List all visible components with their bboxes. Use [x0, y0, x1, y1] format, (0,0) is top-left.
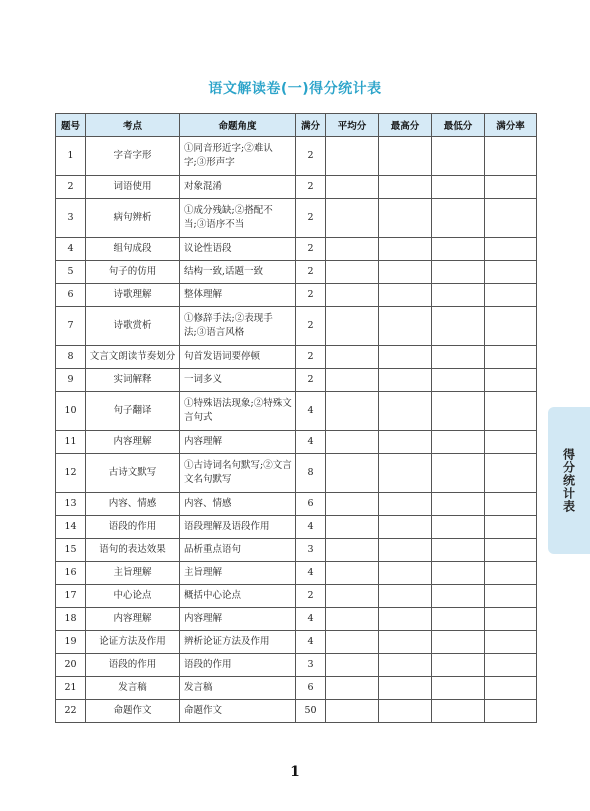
- question-no-cell: 19: [56, 631, 86, 654]
- average-score-cell: [326, 137, 379, 176]
- full-score-cell: 6: [296, 493, 326, 516]
- full-score-rate-cell: [485, 631, 537, 654]
- average-score-cell: [326, 369, 379, 392]
- question-no-cell: 14: [56, 516, 86, 539]
- table-row: [56, 585, 537, 608]
- angle-cell: 对象混淆: [180, 176, 296, 199]
- average-score-cell: [326, 176, 379, 199]
- full-score-cell: 8: [296, 454, 326, 493]
- full-score-cell: 2: [296, 199, 326, 238]
- average-score-cell: [326, 654, 379, 677]
- average-score-cell: [326, 199, 379, 238]
- min-score-cell: [432, 654, 485, 677]
- max-score-cell: [379, 431, 432, 454]
- min-score-cell: [432, 431, 485, 454]
- table-row: [56, 307, 537, 346]
- exam-point-cell: 内容、情感: [86, 493, 180, 516]
- angle-cell: 主旨理解: [180, 562, 296, 585]
- angle-cell: 一词多义: [180, 369, 296, 392]
- min-score-cell: [432, 137, 485, 176]
- min-score-cell: [432, 562, 485, 585]
- page-number: 1: [290, 764, 300, 780]
- question-no-cell: 8: [56, 346, 86, 369]
- full-score-cell: 4: [296, 631, 326, 654]
- angle-cell: ①同音形近字;②难认字;③形声字: [180, 137, 296, 176]
- full-score-rate-cell: [485, 369, 537, 392]
- exam-point-cell: 句子翻译: [86, 392, 180, 431]
- header-full-score: 满分: [296, 114, 326, 137]
- table-row: [56, 700, 537, 723]
- angle-cell: 发言稿: [180, 677, 296, 700]
- angle-cell: 内容、情感: [180, 493, 296, 516]
- table-row: [56, 493, 537, 516]
- full-score-rate-cell: [485, 654, 537, 677]
- question-no-cell: 18: [56, 608, 86, 631]
- side-tab-label: 得分统计表: [561, 448, 576, 513]
- max-score-cell: [379, 199, 432, 238]
- min-score-cell: [432, 608, 485, 631]
- full-score-cell: 3: [296, 654, 326, 677]
- question-no-cell: 5: [56, 261, 86, 284]
- question-no-cell: 16: [56, 562, 86, 585]
- full-score-cell: 4: [296, 562, 326, 585]
- full-score-cell: 2: [296, 585, 326, 608]
- exam-point-cell: 文言文朗读节奏划分: [86, 346, 180, 369]
- exam-point-cell: 主旨理解: [86, 562, 180, 585]
- angle-cell: 整体理解: [180, 284, 296, 307]
- full-score-rate-cell: [485, 516, 537, 539]
- max-score-cell: [379, 137, 432, 176]
- average-score-cell: [326, 454, 379, 493]
- exam-point-cell: 句子的仿用: [86, 261, 180, 284]
- header-min-score: 最低分: [432, 114, 485, 137]
- angle-cell: ①特殊语法现象;②特殊文言句式: [180, 392, 296, 431]
- full-score-cell: 4: [296, 392, 326, 431]
- max-score-cell: [379, 654, 432, 677]
- average-score-cell: [326, 238, 379, 261]
- table-row: [56, 631, 537, 654]
- exam-point-cell: 语段的作用: [86, 516, 180, 539]
- question-no-cell: 15: [56, 539, 86, 562]
- full-score-cell: 2: [296, 369, 326, 392]
- full-score-rate-cell: [485, 585, 537, 608]
- table-row: [56, 431, 537, 454]
- average-score-cell: [326, 346, 379, 369]
- exam-point-cell: 实词解释: [86, 369, 180, 392]
- average-score-cell: [326, 677, 379, 700]
- table-row: [56, 562, 537, 585]
- angle-cell: 命题作文: [180, 700, 296, 723]
- min-score-cell: [432, 369, 485, 392]
- full-score-rate-cell: [485, 238, 537, 261]
- side-tab: [548, 407, 590, 554]
- average-score-cell: [326, 516, 379, 539]
- angle-cell: 品析重点语句: [180, 539, 296, 562]
- full-score-rate-cell: [485, 677, 537, 700]
- exam-point-cell: 古诗文默写: [86, 454, 180, 493]
- table-row: [56, 261, 537, 284]
- min-score-cell: [432, 261, 485, 284]
- exam-point-cell: 病句辨析: [86, 199, 180, 238]
- full-score-rate-cell: [485, 539, 537, 562]
- min-score-cell: [432, 493, 485, 516]
- full-score-rate-cell: [485, 137, 537, 176]
- full-score-rate-cell: [485, 261, 537, 284]
- max-score-cell: [379, 307, 432, 346]
- min-score-cell: [432, 284, 485, 307]
- question-no-cell: 6: [56, 284, 86, 307]
- max-score-cell: [379, 346, 432, 369]
- question-no-cell: 17: [56, 585, 86, 608]
- header-exam-point: 考点: [86, 114, 180, 137]
- full-score-rate-cell: [485, 562, 537, 585]
- max-score-cell: [379, 261, 432, 284]
- table-header-row: [56, 114, 537, 137]
- exam-point-cell: 词语使用: [86, 176, 180, 199]
- min-score-cell: [432, 238, 485, 261]
- average-score-cell: [326, 539, 379, 562]
- question-no-cell: 20: [56, 654, 86, 677]
- exam-point-cell: 内容理解: [86, 608, 180, 631]
- max-score-cell: [379, 631, 432, 654]
- table-body: [56, 137, 537, 723]
- angle-cell: 语段理解及语段作用: [180, 516, 296, 539]
- angle-cell: ①修辞手法;②表现手法;③语言风格: [180, 307, 296, 346]
- angle-cell: 概括中心论点: [180, 585, 296, 608]
- average-score-cell: [326, 261, 379, 284]
- table-row: [56, 608, 537, 631]
- full-score-rate-cell: [485, 176, 537, 199]
- table-row: [56, 654, 537, 677]
- full-score-cell: 2: [296, 307, 326, 346]
- average-score-cell: [326, 392, 379, 431]
- score-statistics-table: [55, 113, 537, 723]
- angle-cell: 内容理解: [180, 431, 296, 454]
- header-average-score: 平均分: [326, 114, 379, 137]
- header-angle: 命题角度: [180, 114, 296, 137]
- exam-point-cell: 中心论点: [86, 585, 180, 608]
- min-score-cell: [432, 392, 485, 431]
- min-score-cell: [432, 199, 485, 238]
- average-score-cell: [326, 585, 379, 608]
- min-score-cell: [432, 585, 485, 608]
- angle-cell: 辨析论证方法及作用: [180, 631, 296, 654]
- angle-cell: 议论性语段: [180, 238, 296, 261]
- table-row: [56, 369, 537, 392]
- question-no-cell: 10: [56, 392, 86, 431]
- full-score-cell: 2: [296, 238, 326, 261]
- full-score-cell: 2: [296, 176, 326, 199]
- angle-cell: 句首发语词要停顿: [180, 346, 296, 369]
- table-row: [56, 392, 537, 431]
- average-score-cell: [326, 284, 379, 307]
- table-row: [56, 346, 537, 369]
- exam-point-cell: 语句的表达效果: [86, 539, 180, 562]
- exam-point-cell: 字音字形: [86, 137, 180, 176]
- full-score-rate-cell: [485, 700, 537, 723]
- full-score-cell: 4: [296, 431, 326, 454]
- max-score-cell: [379, 677, 432, 700]
- max-score-cell: [379, 284, 432, 307]
- full-score-cell: 3: [296, 539, 326, 562]
- max-score-cell: [379, 392, 432, 431]
- table-row: [56, 454, 537, 493]
- exam-point-cell: 诗歌理解: [86, 284, 180, 307]
- full-score-cell: 4: [296, 516, 326, 539]
- table-row: [56, 137, 537, 176]
- exam-point-cell: 发言稿: [86, 677, 180, 700]
- max-score-cell: [379, 369, 432, 392]
- full-score-cell: 4: [296, 608, 326, 631]
- average-score-cell: [326, 562, 379, 585]
- page-title: 语文解读卷(一)得分统计表: [208, 81, 382, 97]
- question-no-cell: 12: [56, 454, 86, 493]
- max-score-cell: [379, 562, 432, 585]
- angle-cell: 内容理解: [180, 608, 296, 631]
- angle-cell: ①成分残缺;②搭配不当;③语序不当: [180, 199, 296, 238]
- max-score-cell: [379, 516, 432, 539]
- question-no-cell: 2: [56, 176, 86, 199]
- question-no-cell: 22: [56, 700, 86, 723]
- min-score-cell: [432, 539, 485, 562]
- full-score-rate-cell: [485, 199, 537, 238]
- full-score-cell: 2: [296, 137, 326, 176]
- question-no-cell: 7: [56, 307, 86, 346]
- max-score-cell: [379, 539, 432, 562]
- table-row: [56, 199, 537, 238]
- angle-cell: ①古诗词名句默写;②文言文名句默写: [180, 454, 296, 493]
- full-score-rate-cell: [485, 431, 537, 454]
- average-score-cell: [326, 700, 379, 723]
- min-score-cell: [432, 700, 485, 723]
- max-score-cell: [379, 700, 432, 723]
- min-score-cell: [432, 677, 485, 700]
- average-score-cell: [326, 493, 379, 516]
- min-score-cell: [432, 631, 485, 654]
- full-score-rate-cell: [485, 307, 537, 346]
- average-score-cell: [326, 608, 379, 631]
- exam-point-cell: 内容理解: [86, 431, 180, 454]
- question-no-cell: 21: [56, 677, 86, 700]
- min-score-cell: [432, 346, 485, 369]
- max-score-cell: [379, 454, 432, 493]
- exam-point-cell: 语段的作用: [86, 654, 180, 677]
- exam-point-cell: 命题作文: [86, 700, 180, 723]
- min-score-cell: [432, 516, 485, 539]
- table-row: [56, 284, 537, 307]
- full-score-rate-cell: [485, 454, 537, 493]
- table-row: [56, 516, 537, 539]
- max-score-cell: [379, 585, 432, 608]
- exam-point-cell: 诗歌赏析: [86, 307, 180, 346]
- question-no-cell: 4: [56, 238, 86, 261]
- question-no-cell: 1: [56, 137, 86, 176]
- min-score-cell: [432, 454, 485, 493]
- full-score-rate-cell: [485, 493, 537, 516]
- question-no-cell: 3: [56, 199, 86, 238]
- full-score-rate-cell: [485, 346, 537, 369]
- header-question-no: 题号: [56, 114, 86, 137]
- full-score-cell: 6: [296, 677, 326, 700]
- average-score-cell: [326, 631, 379, 654]
- max-score-cell: [379, 493, 432, 516]
- average-score-cell: [326, 307, 379, 346]
- max-score-cell: [379, 238, 432, 261]
- header-full-score-rate: 满分率: [485, 114, 537, 137]
- full-score-cell: 2: [296, 261, 326, 284]
- question-no-cell: 9: [56, 369, 86, 392]
- table-row: [56, 677, 537, 700]
- full-score-rate-cell: [485, 608, 537, 631]
- question-no-cell: 11: [56, 431, 86, 454]
- angle-cell: 语段的作用: [180, 654, 296, 677]
- full-score-cell: 2: [296, 284, 326, 307]
- header-max-score: 最高分: [379, 114, 432, 137]
- question-no-cell: 13: [56, 493, 86, 516]
- full-score-rate-cell: [485, 392, 537, 431]
- max-score-cell: [379, 608, 432, 631]
- exam-point-cell: 组句成段: [86, 238, 180, 261]
- min-score-cell: [432, 176, 485, 199]
- exam-point-cell: 论证方法及作用: [86, 631, 180, 654]
- table-row: [56, 539, 537, 562]
- full-score-cell: 50: [296, 700, 326, 723]
- table-row: [56, 238, 537, 261]
- table-row: [56, 176, 537, 199]
- full-score-cell: 2: [296, 346, 326, 369]
- angle-cell: 结构一致,话题一致: [180, 261, 296, 284]
- full-score-rate-cell: [485, 284, 537, 307]
- min-score-cell: [432, 307, 485, 346]
- max-score-cell: [379, 176, 432, 199]
- average-score-cell: [326, 431, 379, 454]
